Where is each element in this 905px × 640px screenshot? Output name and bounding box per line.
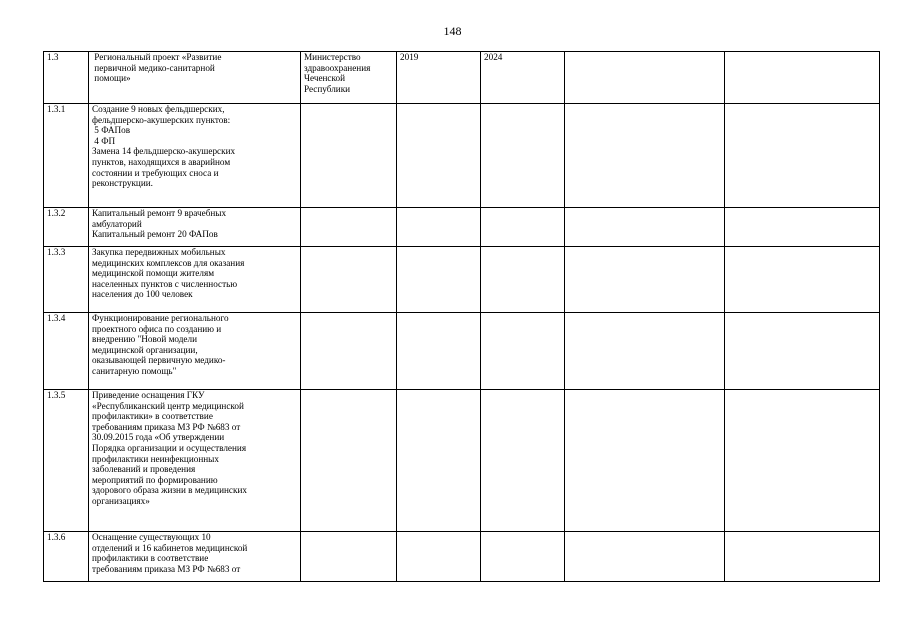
table-row — [44, 532, 880, 582]
measure-text: Создание 9 новых фельдшерских, фельдшерско-акушерских пунктов: 5 ФАПов 4 ФП Замена 14 фельдшерско-акушерских пунктов, находящихся в аварийном состоянии и требующих сноса и реконструкции. — [89, 104, 301, 208]
executor-cell — [301, 208, 397, 247]
executor-cell — [301, 390, 397, 532]
empty-cell — [725, 52, 880, 104]
start-year-cell — [397, 104, 481, 208]
start-year-cell — [397, 313, 481, 390]
table-row — [44, 390, 880, 532]
row-number: 1.3 — [44, 52, 89, 104]
empty-cell — [565, 313, 725, 390]
empty-cell — [565, 52, 725, 104]
table-row — [44, 52, 880, 104]
empty-cell — [565, 247, 725, 313]
plan-table — [43, 51, 880, 582]
measure-text: Оснащение существующих 10 отделений и 16 кабинетов медицинской профилактики в соответствие требованиям приказа МЗ РФ №683 от — [89, 532, 301, 582]
end-year-cell — [481, 104, 565, 208]
executor-cell: Министерство здравоохранения Чеченской Республики — [301, 52, 397, 104]
empty-cell — [565, 104, 725, 208]
empty-cell — [565, 532, 725, 582]
start-year-cell — [397, 390, 481, 532]
empty-cell — [725, 104, 880, 208]
table-row — [44, 313, 880, 390]
end-year-cell — [481, 247, 565, 313]
executor-cell — [301, 247, 397, 313]
start-year-cell — [397, 532, 481, 582]
measure-text: Закупка передвижных мобильных медицинских комплексов для оказания медицинской помощи жителям населенных пунктов с численностью населения до 100 человек — [89, 247, 301, 313]
table-row — [44, 247, 880, 313]
row-number: 1.3.1 — [44, 104, 89, 208]
empty-cell — [725, 390, 880, 532]
end-year-cell — [481, 390, 565, 532]
measure-text: Капитальный ремонт 9 врачебных амбулаторий Капитальный ремонт 20 ФАПов — [89, 208, 301, 247]
end-year-cell — [481, 313, 565, 390]
executor-cell — [301, 532, 397, 582]
start-year-cell: 2019 — [397, 52, 481, 104]
start-year-cell — [397, 208, 481, 247]
empty-cell — [565, 390, 725, 532]
measure-text: Региональный проект «Развитие первичной медико-санитарной помощи» — [89, 52, 301, 104]
table-row — [44, 104, 880, 208]
empty-cell — [725, 208, 880, 247]
end-year-cell: 2024 — [481, 52, 565, 104]
table-row — [44, 208, 880, 247]
end-year-cell — [481, 532, 565, 582]
measure-text: Приведение оснащения ГКУ «Республиканский центр медицинской профилактики» в соответствие требованиям приказа МЗ РФ №683 от 30.09.2015 года «Об утверждении Порядка организации и осуществления профилактики неинфекционных заболеваний и проведения мероприятий по формированию здорового образа жизни в медицинских организациях» — [89, 390, 301, 532]
row-number: 1.3.2 — [44, 208, 89, 247]
row-number: 1.3.5 — [44, 390, 89, 532]
end-year-cell — [481, 208, 565, 247]
executor-cell — [301, 104, 397, 208]
page-number: 148 — [443, 24, 462, 38]
empty-cell — [725, 532, 880, 582]
row-number: 1.3.6 — [44, 532, 89, 582]
start-year-cell — [397, 247, 481, 313]
empty-cell — [725, 313, 880, 390]
empty-cell — [565, 208, 725, 247]
empty-cell — [725, 247, 880, 313]
measure-text: Функционирование регионального проектного офиса по созданию и внедрению "Новой модели медицинской организации, оказывающей первичную медико- санитарную помощь" — [89, 313, 301, 390]
row-number: 1.3.3 — [44, 247, 89, 313]
executor-cell — [301, 313, 397, 390]
row-number: 1.3.4 — [44, 313, 89, 390]
